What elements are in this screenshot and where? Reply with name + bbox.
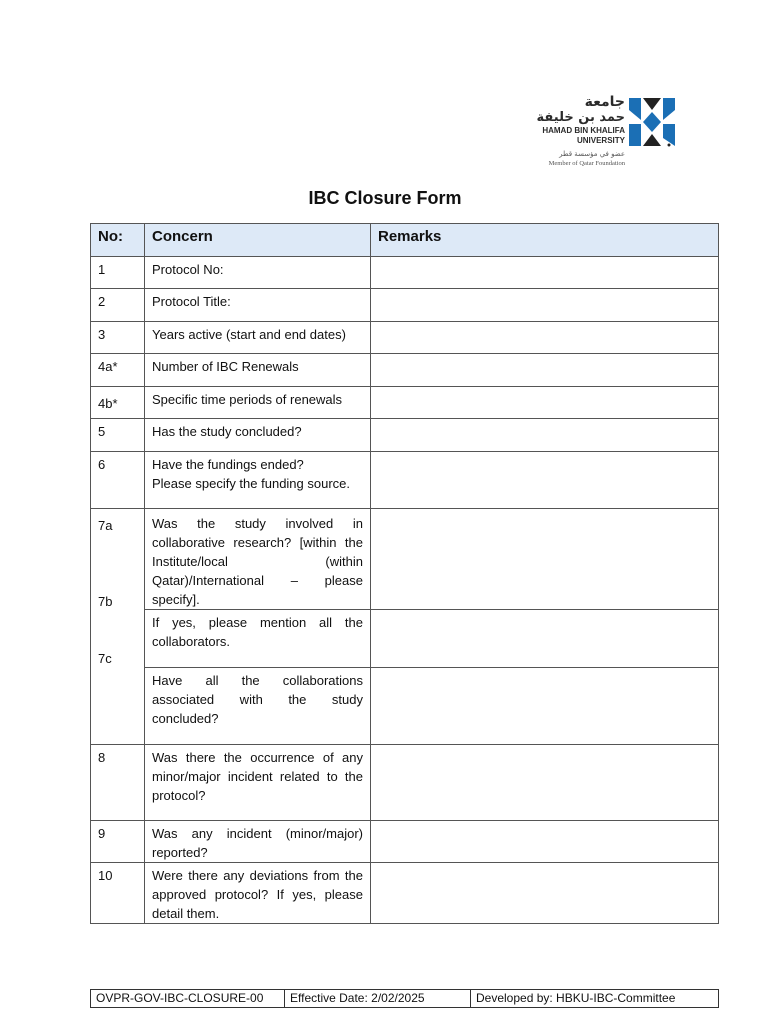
logo-arabic-line2: حمد بن خليفة [536, 110, 625, 125]
concern-line: Please specify the funding source. [152, 476, 351, 491]
concern-text: Specific time periods of renewals [145, 387, 371, 419]
footer-developed-by: Developed by: HBKU-IBC-Committee [471, 990, 719, 1008]
concern-text: Protocol No: [145, 257, 371, 289]
table-row-4b [91, 387, 719, 419]
table-row-9 [91, 821, 719, 863]
remarks-cell[interactable] [371, 452, 719, 509]
concern-text: Were there any deviations from the approved protocol? If yes, please detail them. [145, 863, 371, 924]
row-number: 8 [91, 745, 145, 821]
row-number: 10 [91, 863, 145, 924]
table-row-7b [91, 610, 719, 668]
remarks-cell[interactable] [371, 419, 719, 452]
row-number: 4a* [91, 354, 145, 387]
concern-text: Have all the collaborations associated with the study concluded? [145, 668, 371, 745]
row-number: 9 [91, 821, 145, 863]
hbku-logo [533, 95, 678, 175]
row-number-group-7 [91, 509, 145, 745]
table-row-3 [91, 322, 719, 354]
logo-arabic-line1: جامعة [584, 94, 625, 110]
concern-text: Was there the occurrence of any minor/major incident related to the protocol? [145, 745, 371, 821]
concern-line: Have the fundings ended? [152, 457, 304, 472]
table-row-5 [91, 419, 719, 452]
row-number: 2 [91, 289, 145, 322]
header-concern: Concern [145, 224, 371, 257]
logo-english-member: Member of Qatar Foundation [548, 160, 625, 167]
table-row-2 [91, 289, 719, 322]
remarks-cell[interactable] [371, 821, 719, 863]
remarks-cell[interactable] [371, 668, 719, 745]
remarks-cell[interactable] [371, 863, 719, 924]
concern-text: If yes, please mention all the collaborators. [145, 610, 371, 668]
concern-text: Years active (start and end dates) [145, 322, 371, 354]
logo-wordmark [533, 95, 625, 168]
form-title: IBC Closure Form [308, 188, 462, 208]
remarks-cell[interactable] [371, 387, 719, 419]
row-number: 1 [91, 257, 145, 289]
remarks-cell[interactable] [371, 745, 719, 821]
table-row-1 [91, 257, 719, 289]
hbku-mark-icon [629, 98, 675, 148]
remarks-cell[interactable] [371, 354, 719, 387]
logo-arabic-member: عضو في مؤسسة قطر [559, 150, 625, 158]
concern-text: Protocol Title: [145, 289, 371, 322]
concern-text [145, 452, 371, 509]
logo-english-line1: HAMAD BIN KHALIFA [542, 126, 625, 135]
remarks-cell[interactable] [371, 610, 719, 668]
row-number: 4b* [91, 387, 145, 419]
footer-doc-code: OVPR-GOV-IBC-CLOSURE-00 [91, 990, 285, 1008]
footer-effective-date: Effective Date: 2/02/2025 [285, 990, 471, 1008]
table-row-6 [91, 452, 719, 509]
row-number: 3 [91, 322, 145, 354]
remarks-cell[interactable] [371, 322, 719, 354]
table-row-4a [91, 354, 719, 387]
row-number: 6 [91, 452, 145, 509]
row-number: 7a [98, 518, 113, 533]
concern-text: Has the study concluded? [145, 419, 371, 452]
concern-text: Was any incident (minor/major) reported? [145, 821, 371, 863]
document-footer [90, 989, 719, 1008]
row-number: 5 [91, 419, 145, 452]
concern-text: Number of IBC Renewals [145, 354, 371, 387]
row-number: 7c [98, 651, 112, 666]
remarks-cell[interactable] [371, 509, 719, 610]
table-header-row [91, 224, 719, 257]
closure-form-table [90, 223, 719, 924]
remarks-cell[interactable] [371, 257, 719, 289]
table-row-8 [91, 745, 719, 821]
remarks-cell[interactable] [371, 289, 719, 322]
concern-text: Was the study involved in collaborative research? [within the Institute/local (within Qatar)/International – please specify]. [145, 509, 371, 610]
header-remarks: Remarks [371, 224, 719, 257]
table-row-7c [91, 668, 719, 745]
table-row-7a [91, 509, 719, 610]
row-number: 7b [98, 594, 113, 609]
header-no: No: [91, 224, 145, 257]
logo-english-line2: UNIVERSITY [576, 136, 625, 145]
table-row-10 [91, 863, 719, 924]
